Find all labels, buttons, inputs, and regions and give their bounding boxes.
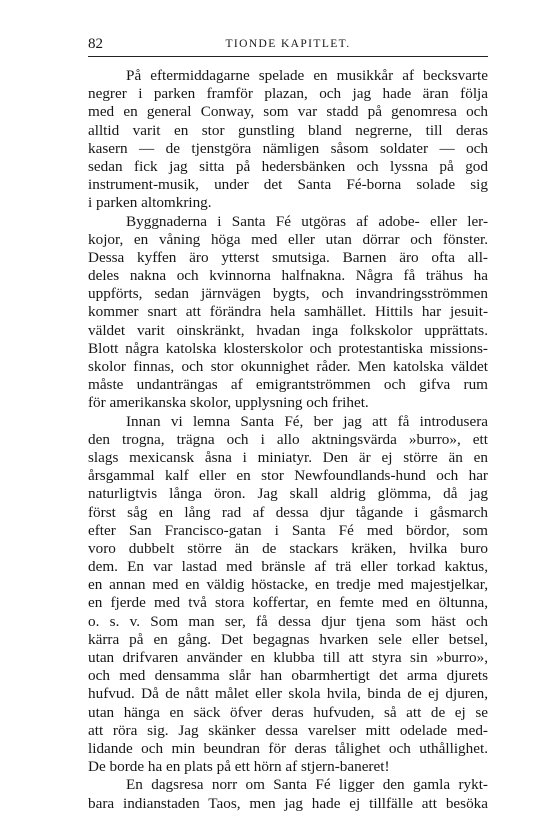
text-line: deles nakna och kvinnorna halfnakna. Några få trähus ha bbox=[88, 267, 488, 285]
page-number: 82 bbox=[88, 36, 103, 52]
text-line: att röra sig. Jag skänker dessa varelser mitt odelade med- bbox=[88, 721, 488, 739]
text-line: utan drifvaren använder en klubba till att styra sin »burro», bbox=[88, 649, 488, 666]
text-line: negrer i parken framför plazan, och jag hade äran följa bbox=[88, 85, 488, 103]
text-line: dem. En var lastad med bränsle af trä eller torkad kaktus, bbox=[88, 558, 488, 576]
text-line: Blott några katolska klosterskolor och protestantiska missions- bbox=[88, 339, 488, 357]
text-line: hufvud. Då de nått målet eller skola hvila, binda de ej djuren, bbox=[88, 685, 488, 703]
body-text bbox=[88, 67, 488, 813]
text-line: bara indianstaden Taos, men jag hade ej tillfälle att besöka bbox=[88, 794, 488, 812]
text-line: kärra på en gång. Det begagnas hvarken sele eller betsel, bbox=[88, 630, 488, 648]
paragraph bbox=[88, 776, 488, 812]
text-line: De borde ha en plats på ett hörn af stjern-baneret! bbox=[88, 758, 390, 776]
text-line: uppförts, sedan järnvägen bygts, och invandringsströmmen bbox=[88, 285, 488, 303]
text-line: o. s. v. Som man ser, få dessa djur tjena som häst och bbox=[88, 612, 488, 630]
text-line: väldet varit oinskränkt, hvadan inga folkskolor upprättats. bbox=[88, 321, 488, 339]
text-line: sedan fick jag sitta på hedersbänken och lyssna på god bbox=[88, 157, 488, 175]
text-line: och med densamma slår han obarmhertigt det arma djurets bbox=[88, 667, 488, 685]
page-header bbox=[88, 34, 488, 54]
text-line: kasern — de tjenstgöra nämligen såsom soldater — och bbox=[88, 139, 488, 157]
paragraph bbox=[88, 213, 488, 413]
text-line: alltid varit en stor gunstling bland negrerne, till deras bbox=[88, 121, 488, 139]
text-line: kojor, en våning höga med eller utan dörrar och fönster. bbox=[88, 230, 488, 248]
text-line: en annan med en väldig höstacke, en tredje med majestjelkar, bbox=[88, 576, 488, 594]
text-line: lidande och min beundran för deras tålighet och uthållighet. bbox=[88, 739, 488, 757]
text-line: efter San Francisco-gatan i Santa Fé med bördor, som bbox=[88, 521, 488, 539]
text-line: En dagsresa norr om Santa Fé ligger den gamla rykt- bbox=[126, 776, 488, 794]
header-rule bbox=[88, 56, 488, 57]
paragraph bbox=[88, 67, 488, 213]
text-line: i parken altomkring. bbox=[88, 194, 212, 212]
text-line: med en general Conway, som var stadd på genomresa och bbox=[88, 103, 488, 121]
text-line: instrument-musik, under det Santa Fé-borna solade sig bbox=[88, 176, 488, 194]
text-line: Dessa kyffen äro ytterst smutsiga. Barnen äro ofta all- bbox=[88, 248, 488, 266]
running-title: TIONDE KAPITLET. bbox=[225, 38, 351, 50]
paragraph bbox=[88, 413, 488, 777]
text-line: årsgammal kalf eller en stor Newfoundlands-hund och har bbox=[88, 467, 488, 485]
text-line: kommer snart att förändra hela samhället. Hittils har jesuit- bbox=[88, 303, 488, 321]
text-line: skolor finnas, och stor okunnighet råder. Men katolska väldet bbox=[88, 358, 488, 375]
text-line: naturligtvis långa öron. Jag skall aldrig glömma, då jag bbox=[88, 485, 488, 503]
text-line: för amerikanska skolor, upplysning och frihet. bbox=[88, 394, 369, 412]
text-line: Innan vi lemna Santa Fé, ber jag att få introdusera bbox=[126, 412, 488, 430]
text-line: slags mexicansk åsna i miniatyr. Den är ej större än en bbox=[88, 448, 488, 466]
text-line: På eftermiddagarne spelade en musikkår af becksvarte bbox=[126, 67, 488, 84]
text-line: voro dubbelt större än de stackars kräken, hvilka buro bbox=[88, 539, 488, 557]
text-line: en fjerde med två stora koffertar, en femte med en öltunna, bbox=[88, 594, 488, 612]
text-line: först såg en lång rad af dessa djur tågande i gåsmarch bbox=[88, 503, 488, 521]
text-line: måste undanträngas af emigrantströmmen och gifva rum bbox=[88, 376, 488, 394]
text-line: Byggnaderna i Santa Fé utgöras af adobe- eller ler- bbox=[126, 212, 488, 230]
text-line: utan hänga en säck öfver deras hufvuden, så att de ej se bbox=[88, 703, 488, 721]
text-line: den trogna, trägna och i allo aktningsvärda »burro», ett bbox=[88, 430, 488, 448]
